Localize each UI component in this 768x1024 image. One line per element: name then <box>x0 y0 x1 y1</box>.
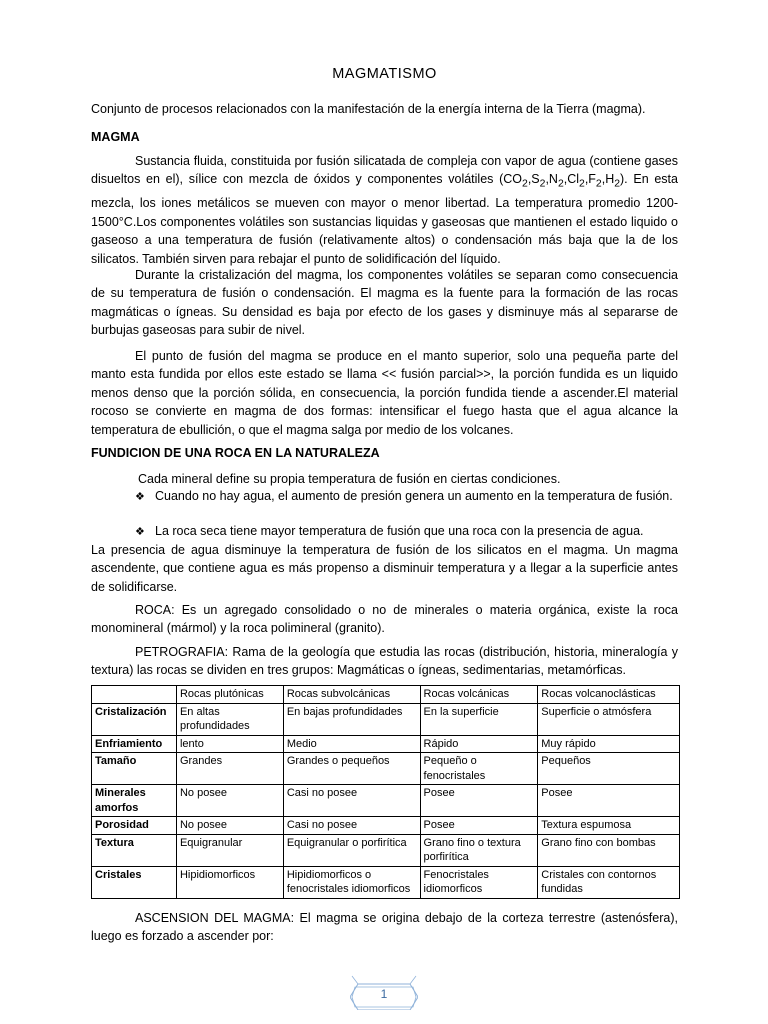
table-cell: Grandes <box>176 753 283 785</box>
table-cell: Superficie o atmósfera <box>538 703 680 735</box>
table-cell: Posee <box>420 817 538 835</box>
roca-paragraph: ROCA: Es un agregado consolidado o no de minerales o materia orgánica, existe la roca monomineral (mármol) y la roca polimineral (granito). <box>91 603 678 636</box>
diamond-bullet-icon: ❖ <box>135 526 145 538</box>
table-cell: Fenocristales idiomorficos <box>420 866 538 898</box>
table-cell: Muy rápido <box>538 735 680 753</box>
table-header-cell: Rocas subvolcánicas <box>283 686 420 704</box>
table-row <box>92 834 680 866</box>
table-cell: lento <box>176 735 283 753</box>
table-cell: Grandes o pequeños <box>283 753 420 785</box>
petrografia-paragraph: PETROGRAFIA: Rama de la geología que estudia las rocas (distribución, historia, mineralogía y textura) las rocas se dividen en tres grupos: Magmáticas o ígneas, sedimentarias, metamórficas. <box>91 645 678 678</box>
row-header-cell: Cristales <box>92 866 177 898</box>
table-row <box>92 703 680 735</box>
row-header-cell: Minerales amorfos <box>92 785 177 817</box>
table-header-row <box>92 686 680 704</box>
row-header-cell: Cristalización <box>92 703 177 735</box>
table-cell: Equigranular <box>176 834 283 866</box>
table-row <box>92 817 680 835</box>
table-cell: Pequeño o fenocristales <box>420 753 538 785</box>
rock-types-table <box>91 685 680 899</box>
bullet-item: ❖ La roca seca tiene mayor temperatura de fusión que una roca con la presencia de agua. <box>135 523 678 541</box>
fundicion-lead: Cada mineral define su propia temperatura de fusión en ciertas condiciones. <box>138 472 561 486</box>
table-row <box>92 753 680 785</box>
table-cell: Textura espumosa <box>538 817 680 835</box>
row-header-cell: Tamaño <box>92 753 177 785</box>
intro-paragraph: Conjunto de procesos relacionados con la manifestación de la energía interna de la Tierra (magma). <box>91 102 646 116</box>
table-header-cell: Rocas plutónicas <box>176 686 283 704</box>
fundicion-paragraph: La presencia de agua disminuye la temperatura de fusión de los silicatos en el magma. Un magma ascendente, que contiene agua es más propenso a disminuir temperatura y a llegar a la superficie antes de solidificarse. <box>91 543 678 594</box>
table-cell: Casi no posee <box>283 785 420 817</box>
diamond-bullet-icon: ❖ <box>135 491 145 503</box>
fundicion-heading: FUNDICION DE UNA ROCA EN LA NATURALEZA <box>91 446 380 460</box>
table-cell: Grano fino con bombas <box>538 834 680 866</box>
table-cell: Equigranular o porfirítica <box>283 834 420 866</box>
table-cell: Rápido <box>420 735 538 753</box>
table-cell: Hipidiomorficos <box>176 866 283 898</box>
table-row <box>92 866 680 898</box>
table-cell: No posee <box>176 785 283 817</box>
table-cell: Cristales con contornos fundidas <box>538 866 680 898</box>
table-cell: En bajas profundidades <box>283 703 420 735</box>
magma-paragraph-1: Sustancia fluida, constituida por fusión silicatada de compleja con vapor de agua (contiene gases disueltos en el), sílice con mezcla de óxidos y componentes volátiles $(CO_2,S_2,N_2,Cl_2,F_2,H_2)$. En esta mezcla, los iones metálicos se mueven con mayor o menor libertad. La temperatura promedio 1200-1500°C.Los componentes volátiles son sustancias liquidas y gaseosas que mantienen el estado liquido o gaseoso a una temperatura de fusión (relativamente altos) o condensación más baja que la de los silicatos. También sirven para rebajar el punto de solidificación del líquido. <box>91 154 678 266</box>
table-row <box>92 785 680 817</box>
table-cell: Posee <box>538 785 680 817</box>
ascension-paragraph: ASCENSION DEL MAGMA: El magma se origina debajo de la corteza terrestre (astenósfera), luego es forzado a ascender por: <box>91 911 678 944</box>
table-cell: En altas profundidades <box>176 703 283 735</box>
magma-paragraph-2: Durante la cristalización del magma, los componentes volátiles se separan como consecuencia de su temperatura de fusión o condensación. El magma es la fuente para la formación de las rocas magmáticas o ígneas. Su densidad es baja por efecto de los gases y disminuye más al separarse de burbujas gaseosas para subir de nivel. <box>91 268 678 338</box>
table-cell: Casi no posee <box>283 817 420 835</box>
table-cell: En la superficie <box>420 703 538 735</box>
bullet-item: ❖ Cuando no hay agua, el aumento de presión genera un aumento en la temperatura de fusión. <box>135 488 678 506</box>
table-header-cell: Rocas volcánicas <box>420 686 538 704</box>
magma-heading: MAGMA <box>91 130 140 144</box>
page-title: MAGMATISMO <box>332 66 437 82</box>
table-cell: Posee <box>420 785 538 817</box>
table-cell: Pequeños <box>538 753 680 785</box>
row-header-cell: Porosidad <box>92 817 177 835</box>
table-cell: Medio <box>283 735 420 753</box>
page-number: 1 <box>380 987 388 1001</box>
table-cell: Hipidiomorficos o fenocristales idiomorficos <box>283 866 420 898</box>
table-header-cell: Rocas volcanoclásticas <box>538 686 680 704</box>
row-header-cell: Enfriamiento <box>92 735 177 753</box>
magma-paragraph-3: El punto de fusión del magma se produce en el manto superior, solo una pequeña parte del manto esta fundida por ellos este estado se llama << fusión parcial>>, la porción fundida es un liquido menos denso que la porción sólida, en consecuencia, la porción fundida tiende a ascender.El material rocoso se convierte en magma de dos formas: intensificar el fuego hasta que el agua alcance la temperatura de ebullición, o que el magma salga por medio de los volcanes. <box>91 349 678 437</box>
table-row <box>92 735 680 753</box>
table-cell: No posee <box>176 817 283 835</box>
table-cell: Grano fino o textura porfirítica <box>420 834 538 866</box>
row-header-cell: Textura <box>92 834 177 866</box>
table-header-cell <box>92 686 177 704</box>
